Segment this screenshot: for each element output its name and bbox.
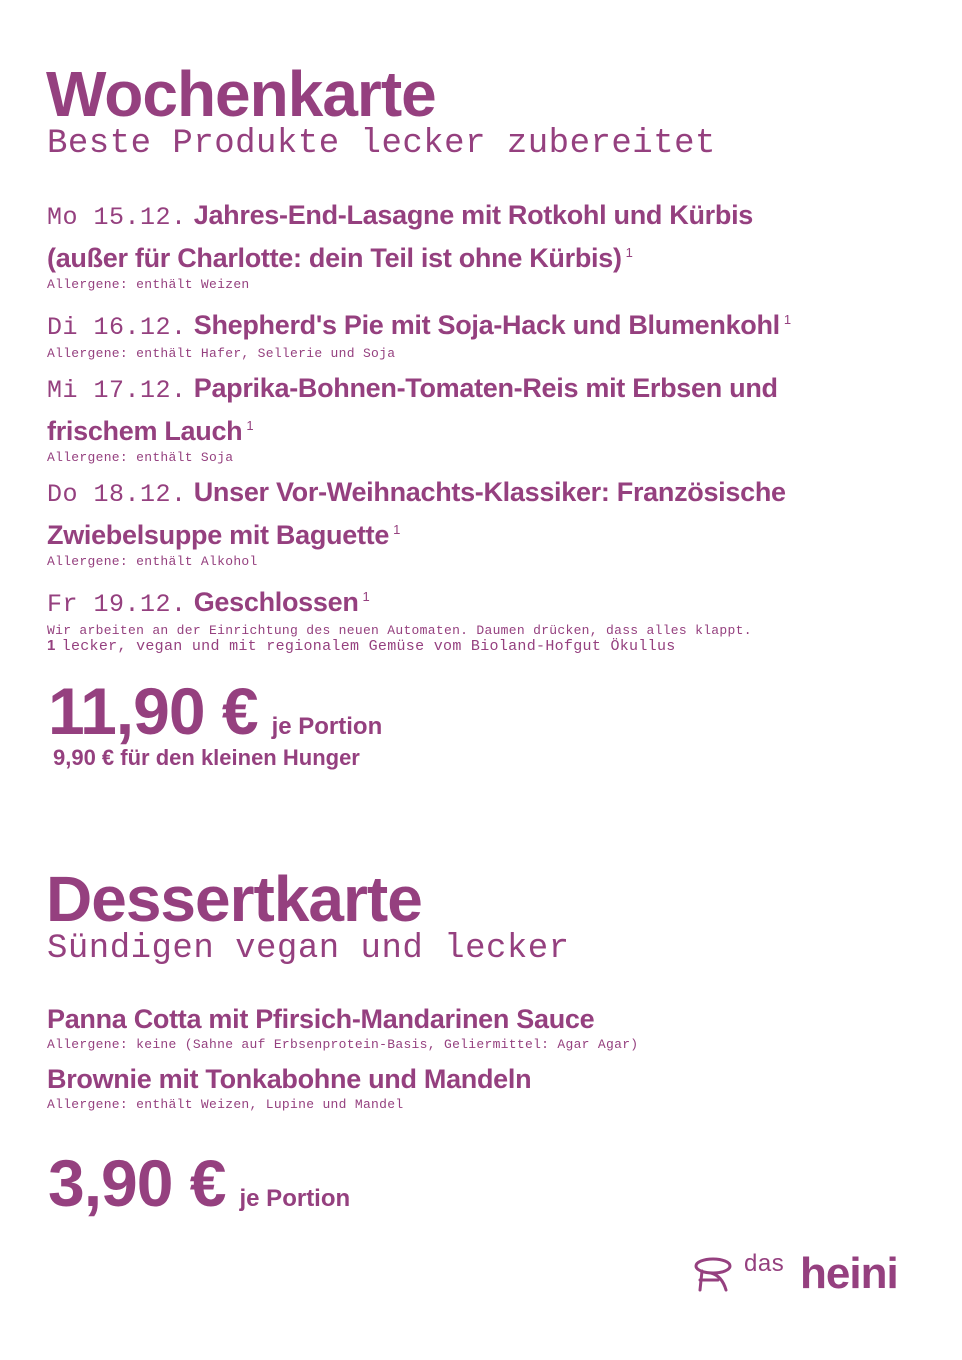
footnote-mark: 1	[246, 418, 254, 433]
menu-item-wednesday	[47, 371, 927, 466]
footnote-mark: 1	[783, 312, 791, 327]
dessert-item-name: Panna Cotta mit Pfirsich-Mandarinen Sauce	[47, 1004, 595, 1034]
dessert-title: Dessertkarte	[46, 863, 422, 935]
dessert-item	[47, 1062, 927, 1113]
menu-item-dish: Paprika-Bohnen-Tomaten-Reis mit Erbsen und	[193, 373, 778, 403]
footnote-mark: 1	[625, 245, 633, 260]
logo-word-heini: heini	[800, 1249, 898, 1298]
footnote-mark: 1	[393, 522, 400, 537]
dessert-list	[47, 1002, 927, 1122]
weekly-menu-list	[47, 198, 927, 648]
menu-item-allergens: Allergene: enthält Alkohol	[47, 554, 258, 569]
menu-item-dish-continued: Zwiebelsuppe mit Baguette	[47, 520, 390, 550]
small-hunger-price: 9,90 € für den kleinen Hunger	[53, 745, 360, 770]
menu-item-dish: Unser Vor-Weihnachts-Klassiker: Französische	[193, 477, 786, 507]
menu-item-note: Wir arbeiten an der Einrichtung des neuen Automaten. Daumen drücken, dass alles klappt.	[47, 623, 752, 638]
brand-logo	[692, 1250, 912, 1300]
weekly-per-portion: je Portion	[271, 713, 383, 740]
menu-item-day: Di 16.12.	[47, 313, 187, 342]
menu-item-dish: Jahres-End-Lasagne mit Rotkohl und Kürbis	[193, 200, 753, 230]
menu-item-day: Mi 17.12.	[47, 376, 187, 405]
menu-item-dish-continued: (außer für Charlotte: dein Teil ist ohne Kürbis)	[47, 243, 622, 273]
dessert-per-portion: je Portion	[239, 1185, 351, 1212]
chair-icon	[692, 1256, 734, 1294]
weekly-price: 11,90 €	[48, 674, 258, 748]
menu-item-allergens: Allergene: enthält Soja	[47, 450, 234, 465]
dessert-subtitle: Sündigen vegan und lecker	[47, 930, 570, 968]
weekly-title: Wochenkarte	[46, 58, 436, 130]
menu-item-allergens: Allergene: enthält Hafer, Sellerie und Soja	[47, 346, 396, 361]
menu-item-dish: Geschlossen	[193, 587, 359, 617]
logo-word-das: das	[744, 1250, 785, 1277]
menu-item-tuesday	[47, 302, 927, 362]
footnote	[47, 637, 676, 655]
footnote-mark: 1	[362, 589, 370, 604]
menu-item-day: Mo 15.12.	[47, 203, 187, 232]
menu-item-day: Do 18.12.	[47, 480, 187, 509]
dessert-item-allergens: Allergene: keine (Sahne auf Erbsenprotein-Basis, Geliermittel: Agar Agar)	[47, 1037, 639, 1052]
dessert-item	[47, 1002, 927, 1053]
dessert-price: 3,90 €	[48, 1146, 226, 1220]
footnote-number: 1	[47, 637, 56, 654]
menu-item-friday	[47, 579, 927, 639]
menu-item-allergens: Allergene: enthält Weizen	[47, 277, 250, 292]
menu-item-dish-continued: frischem Lauch	[47, 416, 243, 446]
weekly-subtitle: Beste Produkte lecker zubereitet	[47, 125, 716, 163]
menu-item-monday	[47, 198, 927, 293]
footnote-text: lecker, vegan und mit regionalem Gemüse vom Bioland-Hofgut Ökullus	[61, 638, 676, 655]
menu-item-dish: Shepherd's Pie mit Soja-Hack und Blumenkohl	[193, 310, 780, 340]
menu-item-day: Fr 19.12.	[47, 590, 187, 619]
dessert-item-allergens: Allergene: enthält Weizen, Lupine und Mandel	[47, 1097, 404, 1112]
dessert-item-name: Brownie mit Tonkabohne und Mandeln	[47, 1064, 532, 1094]
weekly-price-row	[48, 674, 383, 748]
menu-item-thursday	[47, 475, 927, 570]
dessert-price-row	[48, 1146, 351, 1220]
